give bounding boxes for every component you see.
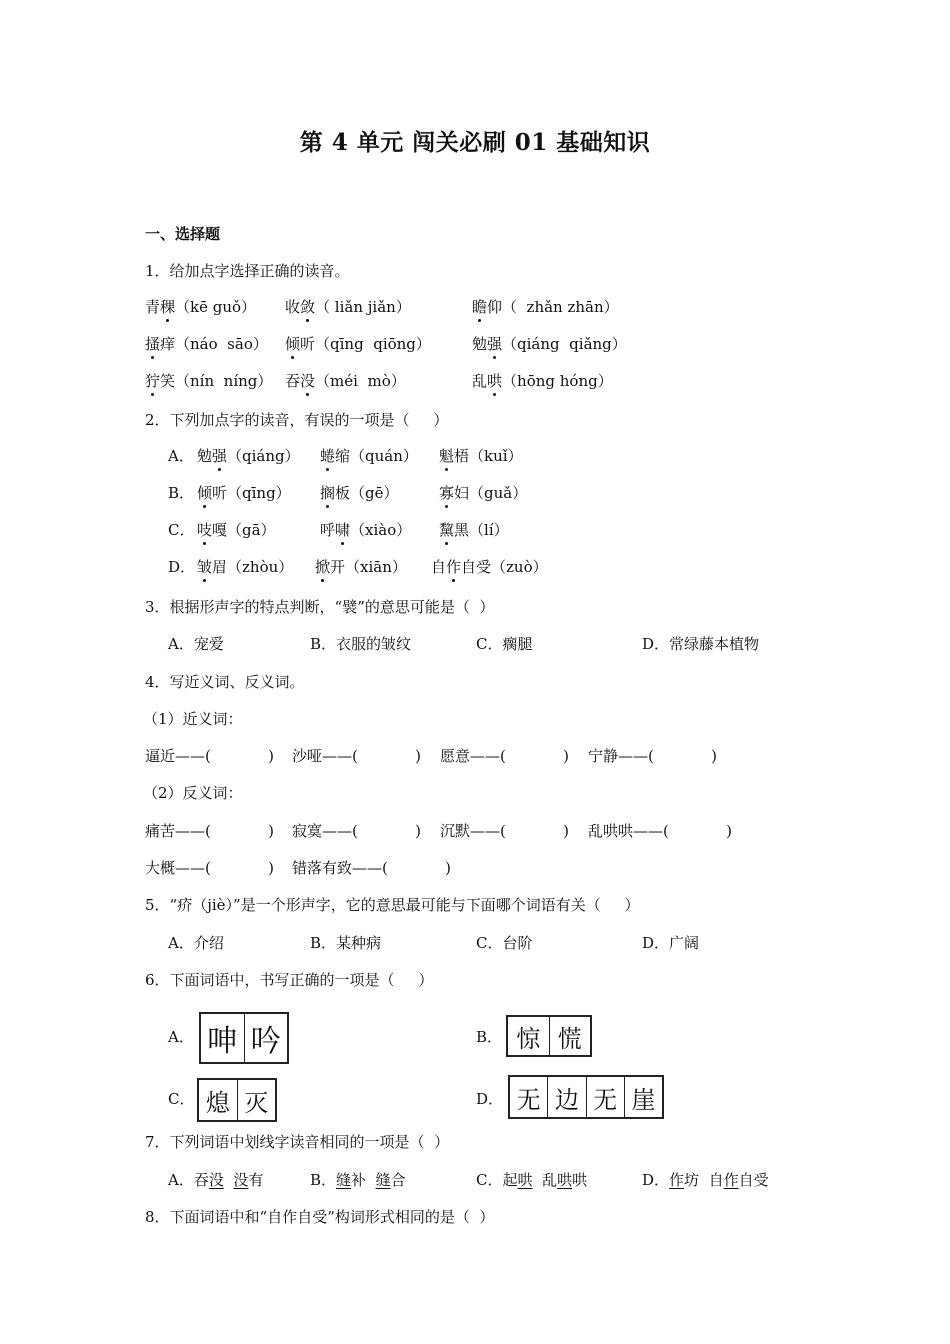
plain-text: 乱 — [532, 1171, 558, 1189]
underlined-char: 作 — [723, 1171, 739, 1189]
word-prefix: 乱 — [472, 372, 488, 390]
word-suffix-pinyin: 嘎（gā） — [212, 521, 276, 539]
word-suffix-pinyin: 梧（kuǐ） — [454, 447, 523, 465]
dotted-char: 强 — [487, 335, 503, 353]
handwritten-char: 熄 — [205, 1088, 230, 1117]
word-suffix-pinyin: 黑（lí） — [454, 521, 509, 539]
q4-stem: 4．写近义词、反义词。 — [145, 673, 305, 691]
q5-option-c[interactable]: C．台阶 — [476, 934, 533, 952]
q7-option[interactable] — [642, 1170, 769, 1190]
handwritten-char: 慌 — [549, 1017, 591, 1055]
plain-text: 补 — [351, 1171, 376, 1189]
q2-option-item — [197, 483, 291, 503]
q7-option[interactable] — [168, 1170, 263, 1190]
q4-antonym-item: 大概——( ) — [145, 859, 274, 877]
q2-stem: 2．下列加点字的读音，有误的一项是（ ） — [145, 411, 449, 429]
underlined-char: 作 — [669, 1171, 685, 1189]
q6-stem: 6．下面词语中，书写正确的一项是（ ） — [145, 971, 434, 989]
word-suffix-pinyin: （qiáng） — [227, 447, 300, 465]
q6-option-b-handwriting[interactable] — [506, 1015, 592, 1057]
q6-option-a-handwriting[interactable] — [199, 1012, 289, 1064]
option-label: B． — [310, 1171, 337, 1189]
q4-antonym-item: 寂寞——( ) — [292, 822, 421, 840]
page-title: 第 4 单元 闯关必刷 01 基础知识 — [299, 129, 651, 156]
word-prefix: 收 — [285, 298, 301, 316]
dotted-char: 作 — [446, 558, 462, 576]
q5-option-d[interactable]: D．广阔 — [642, 934, 700, 952]
q6-option-b-label[interactable]: B． — [476, 1028, 503, 1046]
q2-option-label[interactable]: A． — [168, 447, 194, 465]
plain-text: 自受 — [738, 1171, 769, 1189]
q1-stem: 1．给加点字选择正确的读音。 — [145, 262, 350, 280]
plain-text: 吞 — [193, 1171, 209, 1189]
dotted-char: 搁 — [320, 484, 336, 502]
q2-option-item — [431, 557, 548, 577]
word-suffix-pinyin: 笑（nín níng） — [160, 372, 273, 390]
q3-option-b[interactable]: B．衣服的皱纹 — [310, 635, 412, 653]
handwritten-char: 无 — [586, 1077, 624, 1117]
q5-stem: 5．“疥（jiè）”是一个形声字，它的意思最可能与下面哪个词语有关（ ） — [145, 896, 640, 914]
underlined-char: 没 — [233, 1171, 249, 1189]
dotted-char: 瞻 — [472, 298, 488, 316]
q5-option-b[interactable]: B．某种病 — [310, 934, 382, 952]
q2-option-item — [439, 520, 509, 540]
underlined-char: 没 — [208, 1171, 224, 1189]
plain-text: 哄 — [572, 1171, 588, 1189]
pinyin-item — [145, 297, 256, 317]
q2-option-item — [197, 446, 300, 466]
dotted-char: 魁 — [439, 447, 455, 465]
dotted-char: 皱 — [197, 558, 213, 576]
word-suffix-pinyin: （hōng hóng） — [502, 372, 613, 390]
word-suffix-pinyin: （xiào） — [350, 521, 412, 539]
q3-option-a[interactable]: A．宠爱 — [168, 635, 224, 653]
handwritten-char: 边 — [547, 1077, 585, 1117]
q3-stem: 3．根据形声字的特点判断，“襞”的意思可能是（ ） — [145, 598, 495, 616]
pinyin-item — [285, 371, 406, 391]
word-suffix-pinyin: 仰（ zhǎn zhān） — [487, 298, 619, 316]
word-suffix-pinyin: 眉（zhòu） — [212, 558, 294, 576]
pinyin-item — [472, 297, 619, 317]
plain-text: 合 — [390, 1171, 406, 1189]
handwritten-char: 无 — [516, 1085, 541, 1114]
pinyin-item — [145, 371, 272, 391]
q4-antonym-item: 沉默——( ) — [440, 822, 569, 840]
option-label: C． — [476, 1171, 503, 1189]
underlined-char: 缝 — [375, 1171, 391, 1189]
option-label: D． — [642, 1171, 670, 1189]
plain-text: 有 — [248, 1171, 264, 1189]
dotted-char: 敛 — [300, 298, 316, 316]
q2-option-item — [320, 483, 399, 503]
word-prefix: 自 — [431, 558, 447, 576]
word-suffix-pinyin: 听（qīng） — [212, 484, 291, 502]
q4-antonym-item: 痛苦——( ) — [145, 822, 274, 840]
dotted-char: 没 — [300, 372, 316, 390]
q5-option-a[interactable]: A．介绍 — [168, 934, 224, 952]
plain-text: 坊 自 — [684, 1171, 724, 1189]
dotted-char: 哄 — [487, 372, 503, 390]
underlined-char: 缝 — [336, 1171, 352, 1189]
pinyin-item — [472, 334, 627, 354]
q4-antonym-item: 乱哄哄——( ) — [588, 822, 732, 840]
q8-stem: 8．下面词语中和“自作自受”构词形式相同的是（ ） — [145, 1208, 495, 1226]
word-suffix-pinyin: （méi mò） — [315, 372, 406, 390]
q2-option-item — [320, 520, 411, 540]
q4-synonym-item: 宁静——( ) — [588, 747, 717, 765]
word-suffix-pinyin: 板（gē） — [335, 484, 399, 502]
handwritten-char: 崖 — [624, 1077, 662, 1117]
dotted-char: 搔 — [145, 335, 161, 353]
handwritten-char: 惊 — [516, 1024, 541, 1053]
word-suffix-pinyin: 缩（quán） — [335, 447, 418, 465]
section-heading: 一、选择题 — [145, 225, 221, 243]
q2-option-label[interactable]: B． — [168, 484, 195, 502]
pinyin-item — [145, 334, 268, 354]
plain-text: 起 — [502, 1171, 518, 1189]
q2-option-item — [320, 446, 418, 466]
q3-option-d[interactable]: D．常绿藤本植物 — [642, 635, 760, 653]
q4-synonym-item: 逼近——( ) — [145, 747, 274, 765]
q7-option[interactable] — [476, 1170, 587, 1190]
q2-option-label[interactable]: C． — [168, 521, 195, 539]
dotted-char: 寡 — [439, 484, 455, 502]
dotted-char: 倾 — [285, 335, 301, 353]
q4-synonym-item: 沙哑——( ) — [292, 747, 421, 765]
handwritten-char: 吟 — [244, 1014, 288, 1062]
dotted-char: 狞 — [145, 372, 161, 390]
dotted-char: 蜷 — [320, 447, 336, 465]
dotted-char: 稞 — [160, 298, 176, 316]
q6-option-c-handwriting[interactable] — [197, 1078, 277, 1122]
word-prefix: 勉 — [197, 447, 213, 465]
q2-option-item — [439, 446, 523, 466]
plain-text — [224, 1171, 234, 1189]
q2-option-item — [439, 483, 527, 503]
dotted-char: 掀 — [315, 558, 331, 576]
word-prefix: 勉 — [472, 335, 488, 353]
q7-option[interactable] — [310, 1170, 406, 1190]
dotted-char: 黧 — [439, 521, 455, 539]
q4-synonym-item: 愿意——( ) — [440, 747, 569, 765]
word-prefix: 青 — [145, 298, 161, 316]
pinyin-item — [472, 371, 613, 391]
underlined-char: 哄 — [557, 1171, 573, 1189]
q4-antonym-item: 错落有致——( ) — [292, 859, 451, 877]
option-label: A． — [168, 1171, 194, 1189]
q2-option-item — [197, 557, 293, 577]
q2-option-item — [315, 557, 407, 577]
underlined-char: 哄 — [517, 1171, 533, 1189]
word-suffix-pinyin: （kē guǒ） — [175, 298, 257, 316]
q2-option-label[interactable]: D． — [168, 558, 196, 576]
word-suffix-pinyin: 开（xiān） — [330, 558, 407, 576]
word-suffix-pinyin: 妇（guǎ） — [454, 484, 528, 502]
word-suffix-pinyin: 听（qīng qiōng） — [300, 335, 431, 353]
handwritten-char: 呻 — [207, 1024, 238, 1059]
q4-antonym-heading: （2）反义词： — [143, 784, 243, 802]
dotted-char: 倾 — [197, 484, 213, 502]
word-suffix-pinyin: （ liǎn jiǎn） — [315, 298, 411, 316]
dotted-char: 强 — [212, 447, 228, 465]
q7-stem: 7．下列词语中划线字读音相同的一项是（ ） — [145, 1133, 450, 1151]
q6-option-c-label[interactable]: C． — [168, 1090, 195, 1108]
word-prefix: 呼 — [320, 521, 336, 539]
q6-option-d-handwriting[interactable] — [508, 1075, 664, 1119]
pinyin-item — [285, 334, 431, 354]
word-suffix-pinyin: 痒（náo sāo） — [160, 335, 268, 353]
dotted-char: 啸 — [335, 521, 351, 539]
word-suffix-pinyin: 自受（zuò） — [461, 558, 548, 576]
word-suffix-pinyin: （qiáng qiǎng） — [502, 335, 627, 353]
q6-option-d-label[interactable]: D． — [476, 1090, 504, 1108]
word-prefix: 吞 — [285, 372, 301, 390]
q6-option-a-label[interactable]: A． — [168, 1028, 194, 1046]
q3-option-c[interactable]: C．瘸腿 — [476, 635, 533, 653]
dotted-char: 吱 — [197, 521, 213, 539]
handwritten-char: 灭 — [237, 1080, 276, 1120]
q4-synonym-heading: （1）近义词： — [143, 710, 243, 728]
pinyin-item — [285, 297, 411, 317]
q2-option-item — [197, 520, 276, 540]
